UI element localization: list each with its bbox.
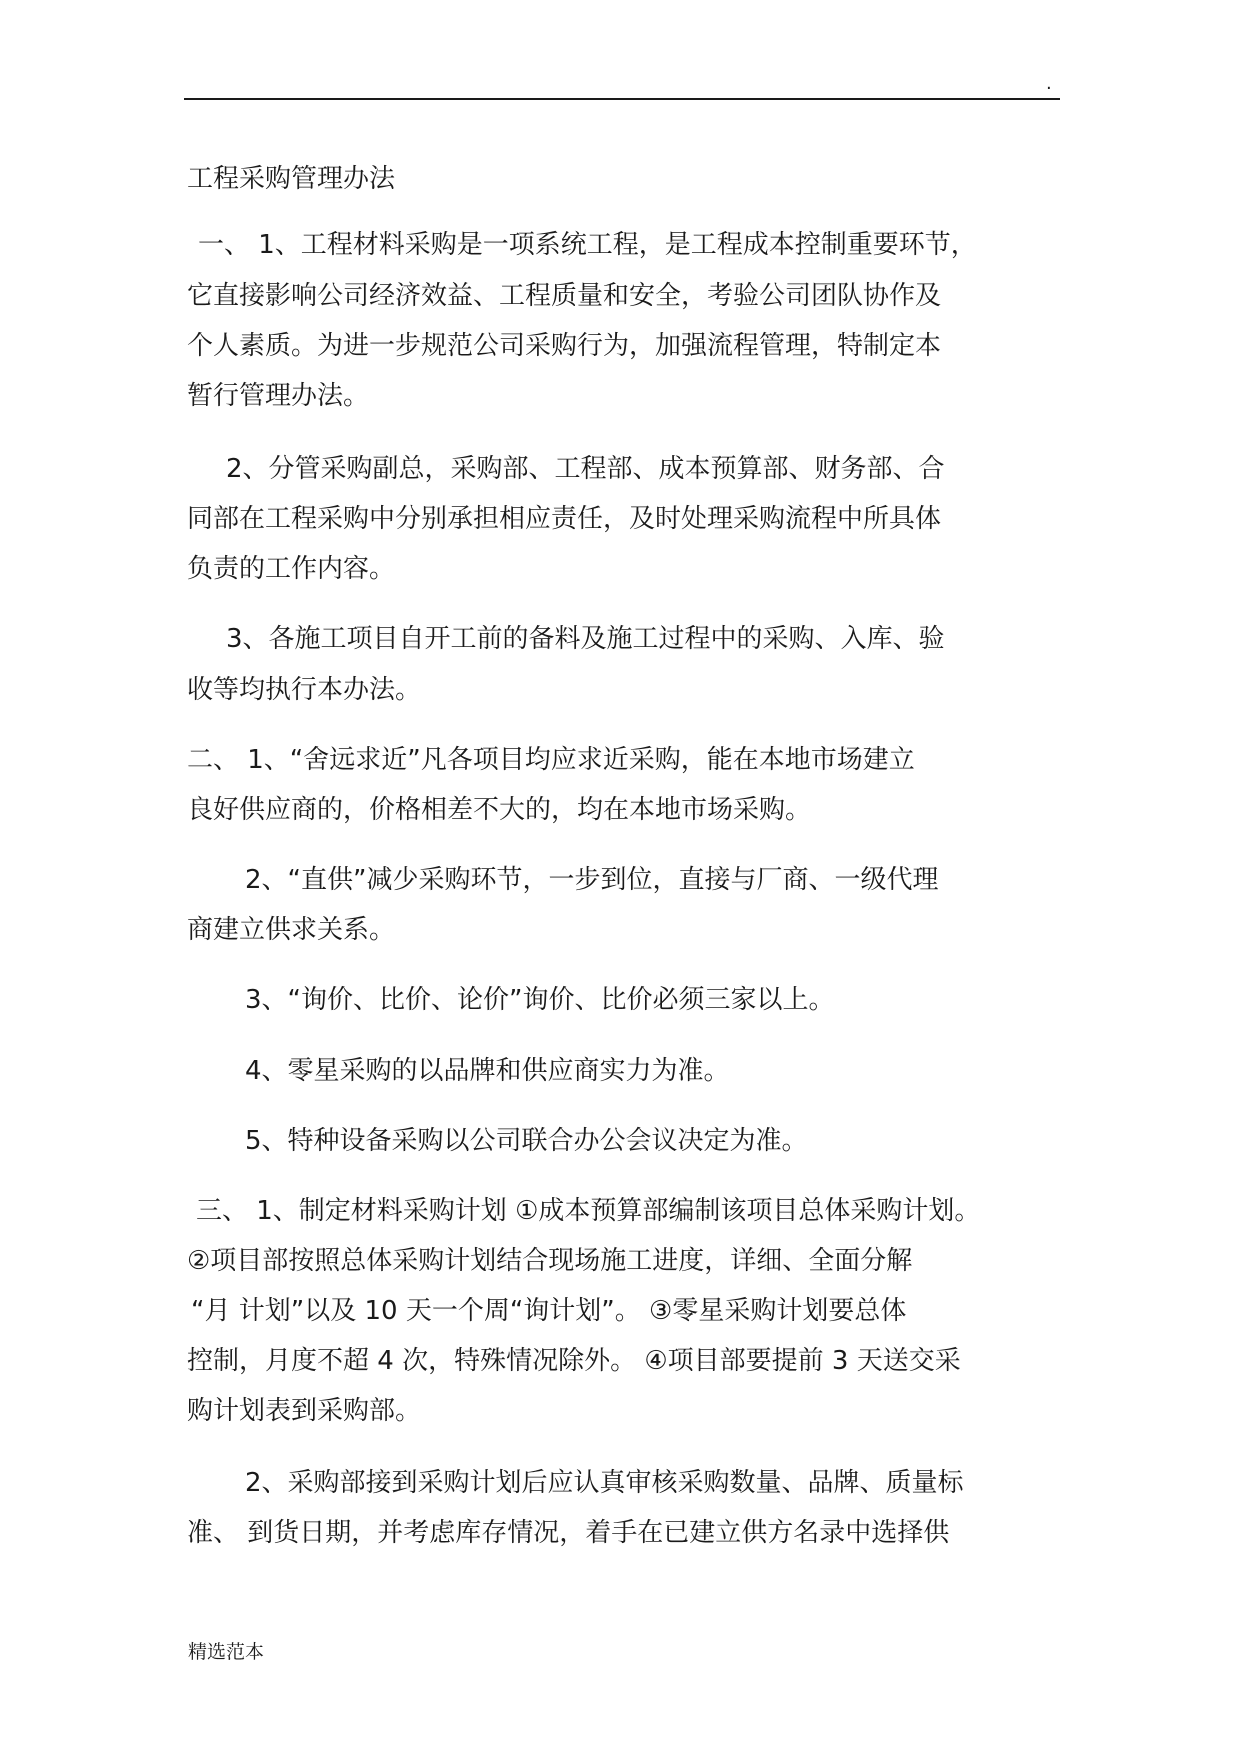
text-line: 个人素质。为进一步规范公司采购行为，加强流程管理，特制定本 [187, 331, 942, 361]
header-rule [184, 98, 1060, 100]
text-line: 它直接影响公司经济效益、工程质量和安全，考验公司团队协作及 [187, 281, 942, 311]
text-line: 2、“直供”减少采购环节，一步到位，直接与厂商、一级代理 [245, 865, 939, 895]
text-line: 5、特种设备采购以公司联合办公会议决定为准。 [245, 1126, 808, 1156]
text-line: 3、各施工项目自开工前的备料及施工过程中的采购、入库、验 [226, 624, 945, 654]
text-line: 准、 到货日期，并考虑库存情况，着手在已建立供方名录中选择供 [187, 1518, 950, 1548]
text-line: 三、 1、制定材料采购计划 ①成本预算部编制该项目总体采购计划。 [196, 1196, 981, 1226]
footer-label: 精选范本 [188, 1641, 265, 1663]
text-line: 良好供应商的，价格相差不大的，均在本地市场采购。 [187, 795, 812, 825]
text-line: 二、 1、“舍远求近”凡各项目均应求近采购，能在本地市场建立 [187, 745, 915, 775]
text-line: 负责的工作内容。 [187, 554, 396, 584]
text-line: 一、 1、工程材料采购是一项系统工程，是工程成本控制重要环节， [198, 230, 977, 260]
text-line: 2、分管采购副总，采购部、工程部、成本预算部、财务部、合 [226, 454, 945, 484]
text-line: 控制，月度不超 4 次，特殊情况除外。 ④项目部要提前 3 天送交采 [187, 1346, 961, 1376]
text-line: 购计划表到采购部。 [187, 1396, 422, 1426]
text-line: “月 计划”以及 10 天一个周“询计划”。 ③零星采购计划要总体 [191, 1296, 907, 1326]
header-mark: . [1046, 73, 1052, 94]
text-line: 暂行管理办法。 [187, 381, 370, 411]
text-line: 3、“询价、比价、论价”询价、比价必须三家以上。 [245, 985, 835, 1015]
page-title: 工程采购管理办法 [187, 164, 396, 194]
text-line: 2、采购部接到采购计划后应认真审核采购数量、品牌、质量标 [245, 1468, 964, 1498]
text-line: 商建立供求关系。 [187, 915, 396, 945]
text-line: 收等均执行本办法。 [187, 675, 422, 705]
text-line: 同部在工程采购中分别承担相应责任，及时处理采购流程中所具体 [187, 504, 942, 534]
text-line: 4、零星采购的以品牌和供应商实力为准。 [245, 1056, 730, 1086]
text-line: ②项目部按照总体采购计划结合现场施工进度，详细、全面分解 [187, 1246, 913, 1276]
